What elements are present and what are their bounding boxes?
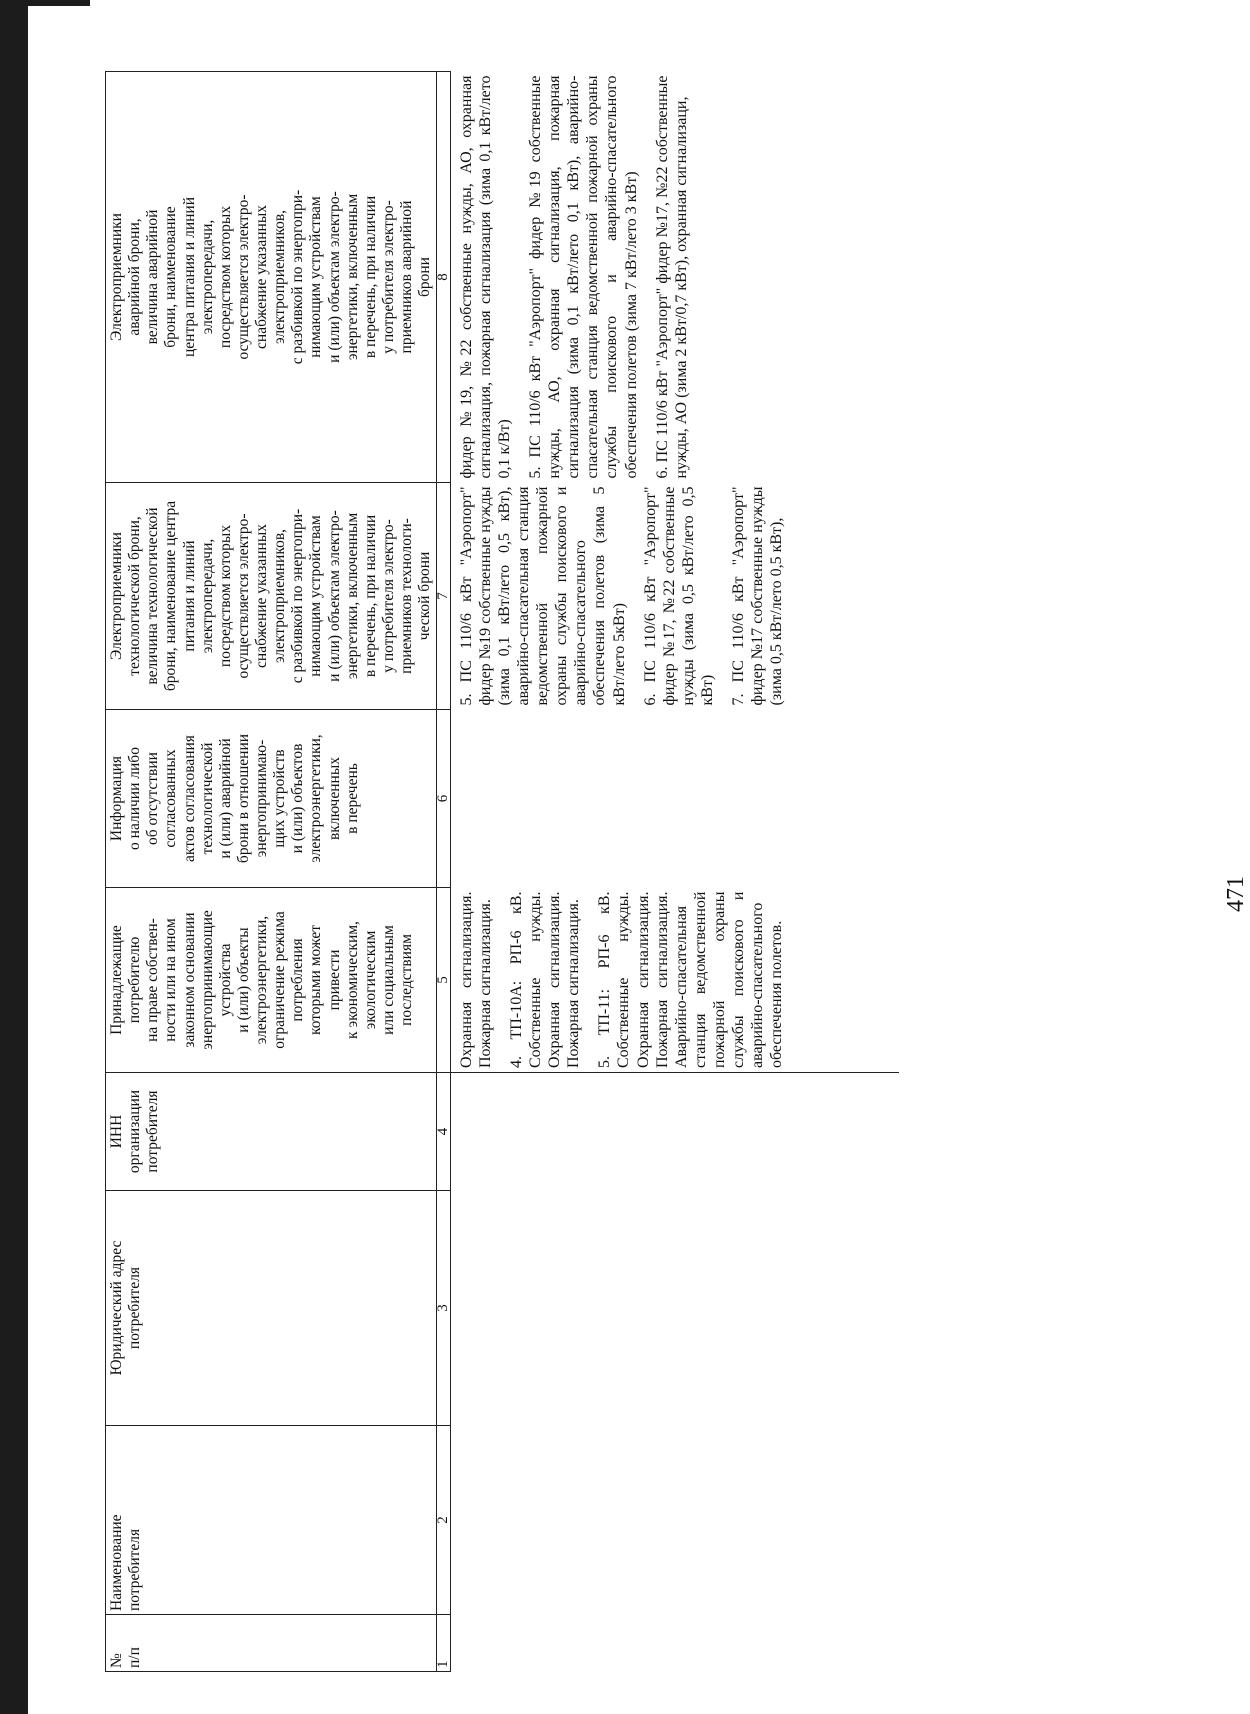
header-inn: ИНН организации потребителя	[106, 1073, 437, 1191]
cell-emergency-reserve	[451, 72, 900, 483]
cell-legal-address	[451, 1191, 900, 1426]
header-legal-address: Юридический адрес потребителя	[106, 1191, 437, 1426]
header-emergency-reserve: Электроприемники аварийной брони, величина аварийной брони, наименование центра питания и линий электропередачи, посредством которых осуществляется электро- снабжение указанных электроприемников, с разбивкой по энергопри- нимающим устройствам и (или) объектам электро- энергетики, включенным в перечень, при наличии у потребителя электро- приемников аварийной брони	[106, 72, 437, 483]
emergency-reserve-paragraph: фидер №19, №22 собственные нужды, АО, охранная сигнализация, пожарная сигнализация (зима 0,1 кВт/лето 0,1 к/Вт)	[458, 75, 514, 479]
devices-paragraph: 4. ТП-10А: РП-6 кВ. Собственные нужды. Охранная сигнализация. Пожарная сигнализация.	[508, 891, 583, 1068]
cell-number	[451, 1615, 900, 1672]
emergency-reserve-paragraph: 6. ПС 110/6 кВт "Аэропорт" фидер №17, №22 собственные нужды, АО (зима 2 кВт/0,7 кВт), охранная сигнализаци,	[653, 75, 690, 479]
column-number: 6	[437, 710, 451, 888]
column-number: 2	[437, 1426, 451, 1615]
emergency-reserve-paragraph: 5. ПС 110/6 кВт "Аэропорт" фидер №19 собственные нужды, АО, охранная сигнализация, пожарная сигнализация (зима 0,1 кВт/лето 0,1 кВт), аварийно-спасательная станция ведомственной пожарной охраны службы поискового и аварийно-спасательного обеспечения полетов (зима 7 кВт/лето 3 кВт)	[527, 75, 640, 479]
column-number: 1	[437, 1615, 451, 1672]
column-number: 3	[437, 1191, 451, 1426]
column-number-row	[437, 72, 451, 1672]
cell-technological-reserve	[451, 483, 900, 710]
header-devices: Принадлежащие потребителю на праве собствен- ности или на ином законном основании энергопринимающие устройства и (или) объекты электроэнергетики, ограничение режима потребления которыми может привести к экономическим, экологическим или социальным последствиям	[106, 888, 437, 1073]
column-number: 4	[437, 1073, 451, 1191]
cell-inn	[451, 1073, 900, 1191]
devices-paragraph: Охранная сигнализация. Пожарная сигнализация.	[458, 891, 495, 1068]
table-row	[451, 72, 900, 1672]
tech-reserve-paragraph: 6. ПС 110/6 кВт "Аэропорт" фидер №17, №22 собственные нужды (зима 0,5 кВт/лето 0,5 кВт)	[641, 486, 716, 706]
rotated-page	[105, 72, 1249, 1672]
header-number: № п/п	[106, 1615, 437, 1672]
tech-reserve-paragraph: 5. ПС 110/6 кВт "Аэропорт" фидер №19 собственные нужды (зима 0,1 кВт/лето 0,5 кВт), аварийно-спасательная станция ведомственной пожарной охраны службы поискового и аварийно-спасательного обеспечения полетов (зима 5 кВт/лето 5кВт)	[458, 486, 628, 706]
header-consumer-name: Наименование потребителя	[106, 1426, 437, 1615]
page-number: 471	[1223, 876, 1249, 912]
column-number: 5	[437, 888, 451, 1073]
header-reserve-acts: Информация о наличии либо об отсутствии согласованных актов согласования технологической и (или) аварийной брони в отношении энергопринимаю- щих устройств и (или) объектов электроэнергетики, включенных в перечень	[106, 710, 437, 888]
cell-devices	[451, 888, 900, 1073]
header-row	[106, 72, 437, 1672]
column-number: 7	[437, 483, 451, 710]
cell-reserve-acts	[451, 710, 900, 888]
cell-consumer-name	[451, 1426, 900, 1615]
devices-paragraph: 5. ТП-11: РП-6 кВ. Собственные нужды. Охранная сигнализация. Пожарная сигнализация. Аварийно-спасательная станция ведомственной пожарной охраны службы поискового и аварийно-спасательного обеспечения полетов.	[596, 891, 785, 1068]
tech-reserve-paragraph: 7. ПС 110/6 кВт "Аэропорт" фидер №17 собственные нужды (зима 0,5 кВт/лето 0,5 кВт),	[729, 486, 785, 706]
scan-left-edge	[0, 0, 28, 1714]
header-technological-reserve: Электроприемники технологической брони, величина технологической брони, наименование центра питания и линий электропередачи, посредством которых осуществляется электро- снабжение указанных электроприемников, с разбивкой по энергопри- нимающим устройствам и (или) объектам электро- энергетики, включенным в перечень, при наличии у потребителя электро- приемников технологи- ческой брони	[106, 483, 437, 710]
consumers-table	[105, 71, 899, 1672]
column-number: 8	[437, 72, 451, 483]
scan-top-edge	[0, 0, 90, 6]
